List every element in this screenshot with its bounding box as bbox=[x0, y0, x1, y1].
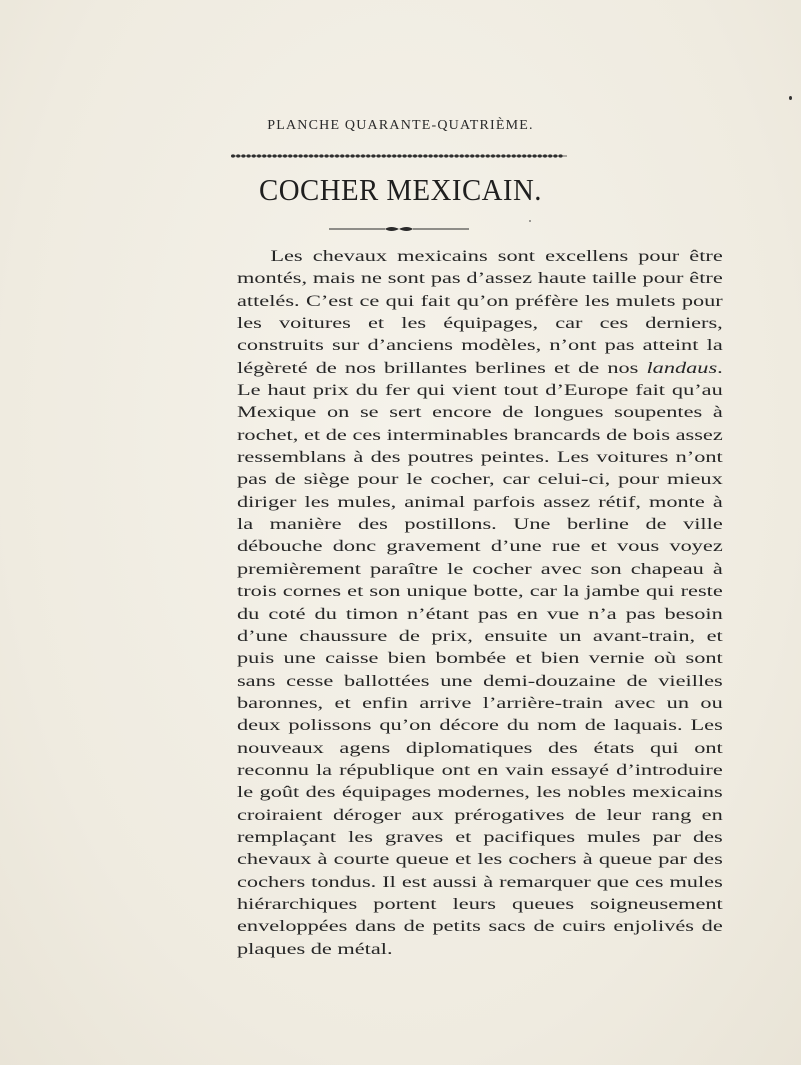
body-text-italic: landaus bbox=[646, 359, 718, 377]
ornamental-rule bbox=[231, 153, 567, 159]
title-divider bbox=[329, 225, 469, 233]
paper-speck bbox=[789, 96, 792, 100]
plate-heading: PLANCHE QUARANTE-QUATRIÈME. bbox=[267, 118, 534, 133]
body-paragraph bbox=[237, 246, 723, 961]
paper-speck bbox=[529, 220, 531, 222]
body-text-part-2: . Le haut prix du fer qui vient tout d’Europe fait qu’au Mexique on se sert encore de longues soupentes à rochet, et de ces interminables brancards de bois assez ressemblans à des poutres peintes. Les voitures n’ont pas de siège pour le cocher, car celui-ci, pour mieux diriger les mules, animal parfois assez rétif, monte à la manière des postillons. Une berline de ville débouche donc gravement d’une rue et vous voyez premièrement paraître le cocher avec son chapeau à trois cornes et son unique botte, car la jambe qui reste du coté du timon n’étant pas en vue n’a pas besoin d’une chaussure de prix, ensuite un avant-train, et puis une caisse bien bombée et bien vernie où sont sans cesse ballottées une demi-douzaine de vieilles baronnes, et enfin arrive l’arrière-train avec un ou deux polissons qu’on décore du nom de laquais. Les nouveaux agens diplomatiques des états qui ont reconnu la république ont en vain essayé d’introduire le goût des équipages modernes, les nobles mexicains croiraient déroger aux prérogatives de leur rang en remplaçant les graves et pacifiques mules par des chevaux à courte queue et les cochers à queue par des cochers tondus. Il est aussi à remarquer que ces mules hiérarchiques portent leurs queues soigneusement enveloppées dans de petits sacs de cuirs enjolivés de plaques de métal. bbox=[237, 359, 723, 958]
body-text-part-1: Les chevaux mexicains sont excellens pour être montés, mais ne sont pas d’assez haute taille pour être attelés. C’est ce qui fait qu’on préfère les mulets pour les voitures et les équipages, car ces derniers, construits sur d’anciens modèles, n’ont pas atteint la légèreté de nos brillantes berlines et de nos bbox=[237, 248, 723, 377]
page-title: COCHER MEXICAIN. bbox=[259, 172, 542, 207]
